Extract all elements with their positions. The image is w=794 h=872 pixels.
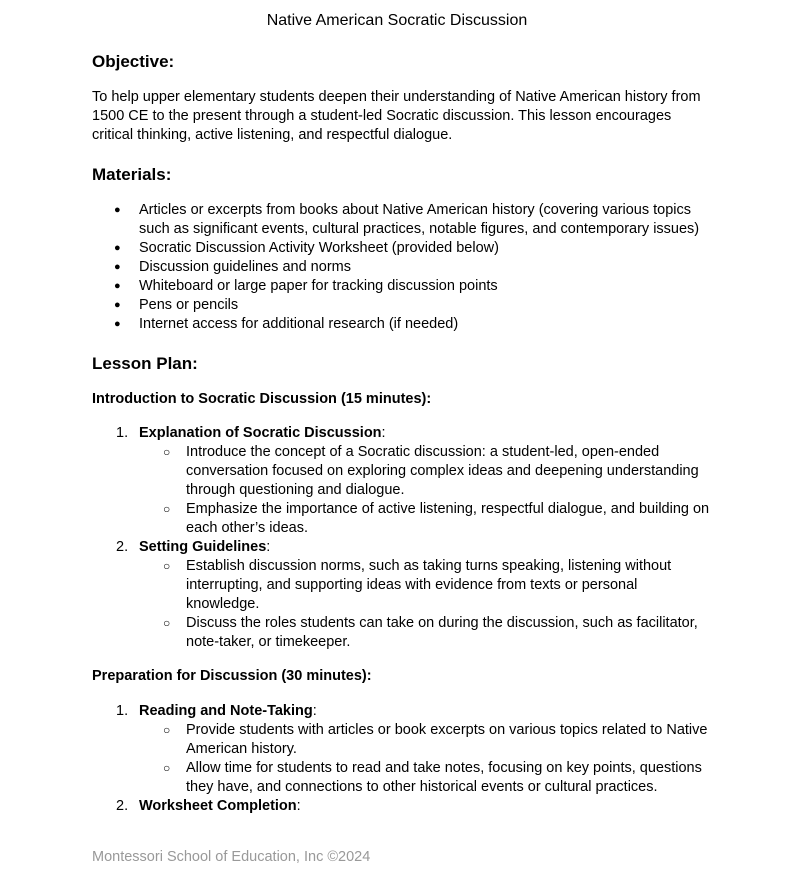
step-title: Explanation of Socratic Discussion — [139, 425, 382, 441]
sub-item: ○ Allow time for students to read and take notes, focusing on key points, questions they have, and connections to other historical events or cultural practices. — [139, 759, 712, 797]
step-title: Worksheet Completion — [139, 798, 297, 814]
page-title: Native American Socratic Discussion — [266, 12, 528, 29]
sub-item: ○ Establish discussion norms, such as taking turns speaking, listening without interrupting, and supporting ideas with evidence from texts or personal knowledge. — [139, 557, 712, 614]
sub-item: ○ Provide students with articles or book excerpts on various topics related to Native American history. — [139, 721, 712, 759]
objective-text: To help upper elementary students deepen their understanding of Native American history from 1500 CE to the present through a student-led Socratic discussion. This lesson encourages critical thinking, active listening, and respectful dialogue. — [92, 89, 701, 143]
list-item: ● Socratic Discussion Activity Worksheet (provided below) — [92, 239, 712, 258]
preparation-steps — [92, 702, 712, 816]
sub-item: ○ Introduce the concept of a Socratic discussion: a student-led, open-ended conversation focused on exploring complex ideas and deepening understanding through questioning and dialogue. — [139, 443, 712, 500]
materials-heading: Materials: — [92, 165, 172, 184]
step-number: 1. — [116, 703, 129, 719]
step-item: 1. Reading and Note-Taking: ○ Provide students with articles or book excerpts on various topics related to Native American history. ○ Allow time for students to read and take notes, focusing on key points, questions they have, and connections to other historical events or cultural practices. — [92, 702, 712, 797]
section-heading-preparation: Preparation for Discussion (30 minutes): — [92, 668, 372, 684]
list-item: ● Articles or excerpts from books about Native American history (covering various topics such as significant events, cultural practices, notable figures, and contemporary issues) — [92, 201, 712, 239]
section-heading-introduction: Introduction to Socratic Discussion (15 minutes): — [92, 391, 432, 407]
step-number: 1. — [116, 425, 129, 441]
step-number: 2. — [116, 798, 129, 814]
step-number: 2. — [116, 539, 129, 555]
objective-heading: Objective: — [92, 52, 175, 71]
step-item: 2. Setting Guidelines: ○ Establish discussion norms, such as taking turns speaking, listening without interrupting, and supporting ideas with evidence from texts or personal knowledge. ○ Discuss the roles students can take on during the discussion, such as facilitator, note-taker, or timekeeper. — [92, 538, 712, 652]
list-item: ● Internet access for additional research (if needed) — [92, 315, 712, 334]
list-item: ● Pens or pencils — [92, 296, 712, 315]
step-title: Setting Guidelines — [139, 539, 267, 555]
sub-item: ○ Emphasize the importance of active listening, respectful dialogue, and building on each other’s ideas. — [139, 500, 712, 538]
introduction-steps — [92, 424, 712, 652]
step-title: Reading and Note-Taking — [139, 703, 313, 719]
list-item: ● Discussion guidelines and norms — [92, 258, 712, 277]
step-item: 2. Worksheet Completion: — [116, 798, 301, 814]
step-item: 1. Explanation of Socratic Discussion: ○ Introduce the concept of a Socratic discussion: a student-led, open-ended conversation focused on exploring complex ideas and deepening understanding through questioning and dialogue. ○ Emphasize the importance of active listening, respectful dialogue, and building on each other’s ideas. — [92, 424, 712, 538]
list-item: ● Whiteboard or large paper for tracking discussion points — [92, 277, 712, 296]
lesson-plan-heading: Lesson Plan: — [92, 354, 198, 373]
footer-copyright: Montessori School of Education, Inc ©2024 — [92, 849, 371, 865]
sub-item: ○ Discuss the roles students can take on during the discussion, such as facilitator, note-taker, or timekeeper. — [139, 614, 712, 652]
materials-list — [92, 201, 712, 334]
